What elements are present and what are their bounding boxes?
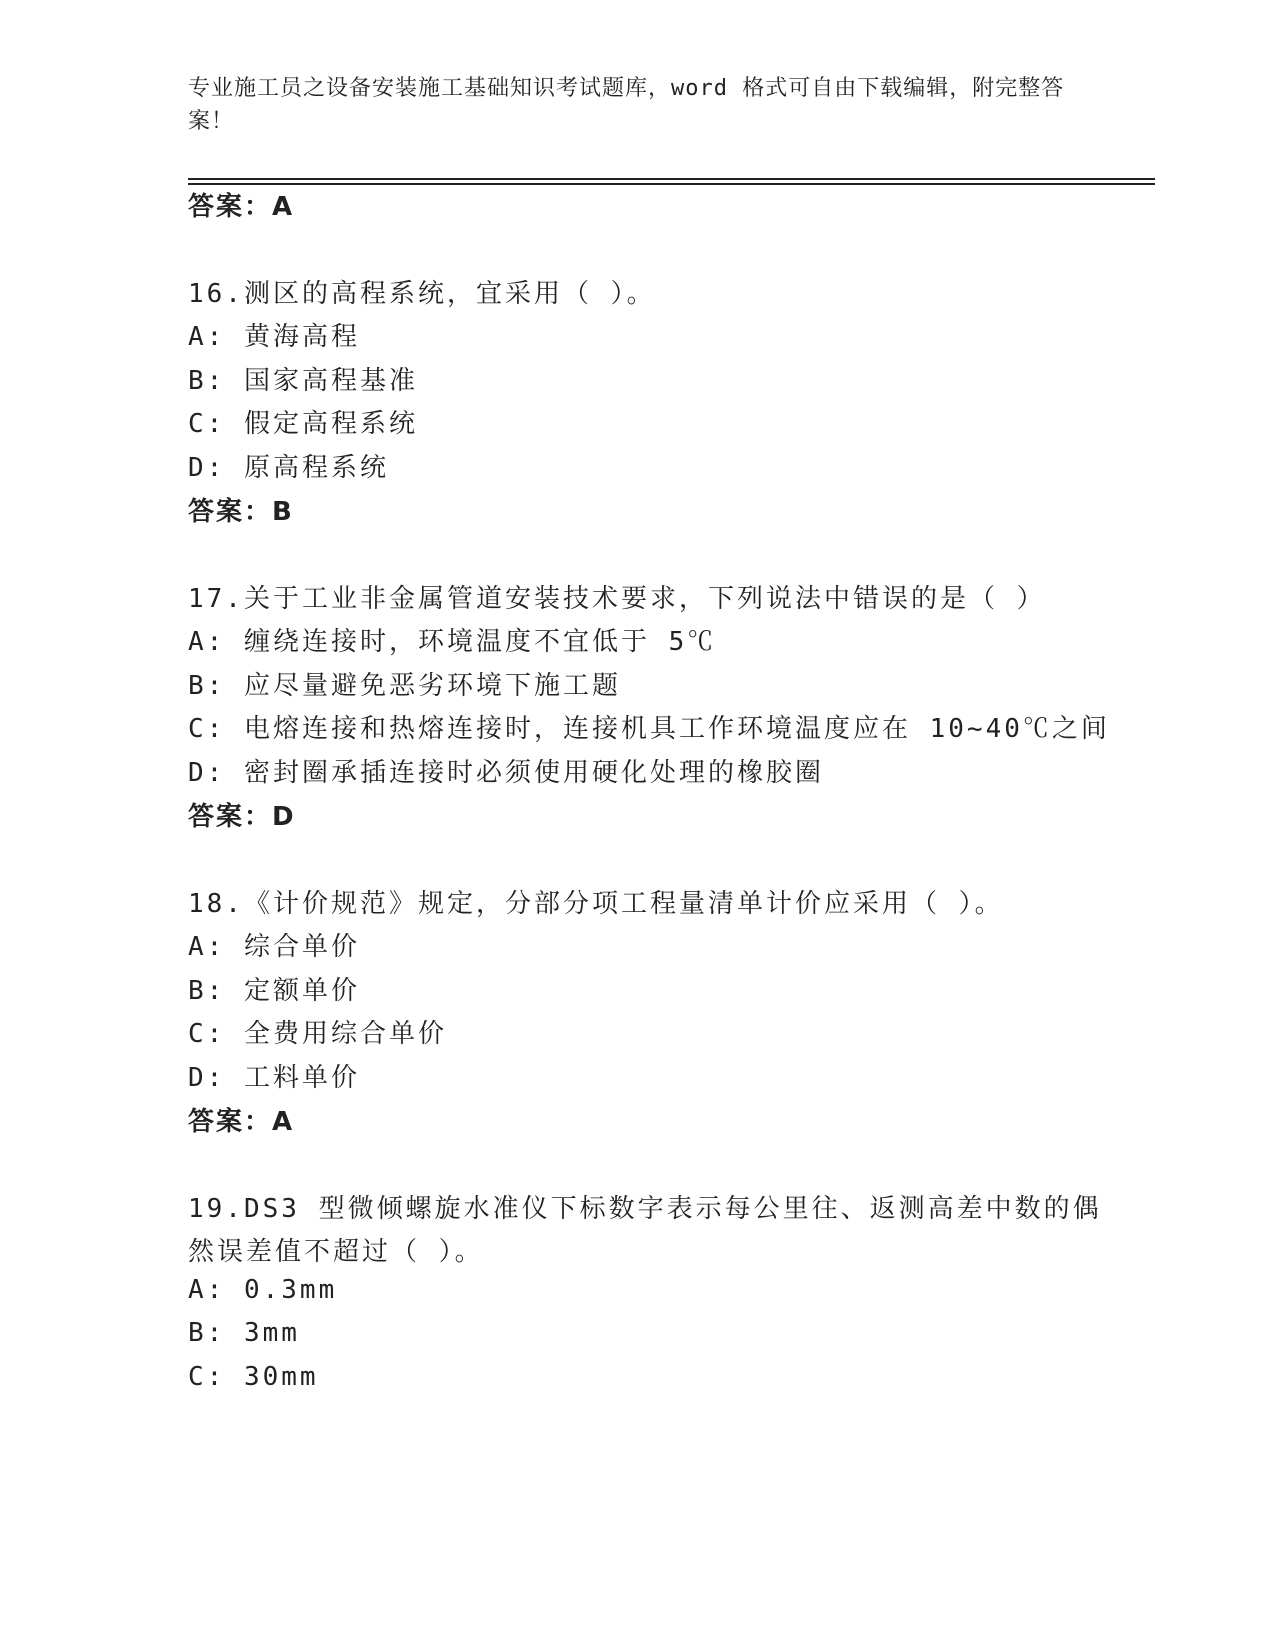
answer-label: 答案：B bbox=[188, 497, 294, 527]
question-stem: 16.测区的高程系统，宜采用（ ）。 bbox=[188, 279, 656, 309]
option-c: C: 假定高程系统 bbox=[188, 409, 418, 439]
option-d: D: 原高程系统 bbox=[188, 453, 389, 483]
option-b: B: 应尽量避免恶劣环境下施工题 bbox=[188, 671, 621, 701]
header-rule-top bbox=[188, 178, 1155, 180]
option-b: B: 国家高程基准 bbox=[188, 366, 418, 396]
document-header: 专业施工员之设备安装施工基础知识考试题库，word 格式可自由下载编辑，附完整答案！ bbox=[188, 76, 1065, 134]
option-c: C: 30mm bbox=[188, 1362, 319, 1392]
option-a: A: 综合单价 bbox=[188, 932, 360, 962]
option-c: C: 全费用综合单价 bbox=[188, 1019, 447, 1049]
question-stem: 19.DS3 型微倾螺旋水准仪下标数字表示每公里往、返测高差中数的偶 bbox=[188, 1194, 1102, 1224]
answer-label: 答案：A bbox=[188, 1107, 295, 1137]
option-a: A: 黄海高程 bbox=[188, 322, 360, 352]
option-a: A: 缠绕连接时，环境温度不宜低于 5℃ bbox=[188, 627, 717, 657]
header-rule-bottom bbox=[188, 183, 1155, 185]
option-d: D: 工料单价 bbox=[188, 1063, 360, 1093]
option-c: C: 电熔连接和热熔连接时，连接机具工作环境温度应在 10~40℃之间 bbox=[188, 714, 1110, 744]
question-stem-continued: 然误差值不超过（ ）。 bbox=[188, 1237, 484, 1267]
question-stem: 18.《计价规范》规定，分部分项工程量清单计价应采用（ ）。 bbox=[188, 889, 1004, 919]
question-stem: 17.关于工业非金属管道安装技术要求，下列说法中错误的是（ ） bbox=[188, 584, 1046, 614]
option-a: A: 0.3mm bbox=[188, 1275, 338, 1305]
option-b: B: 3mm bbox=[188, 1318, 300, 1348]
option-b: B: 定额单价 bbox=[188, 976, 360, 1006]
answer-label: 答案：A bbox=[188, 192, 295, 222]
answer-label: 答案：D bbox=[188, 802, 296, 832]
option-d: D: 密封圈承插连接时必须使用硬化处理的橡胶圈 bbox=[188, 758, 824, 788]
